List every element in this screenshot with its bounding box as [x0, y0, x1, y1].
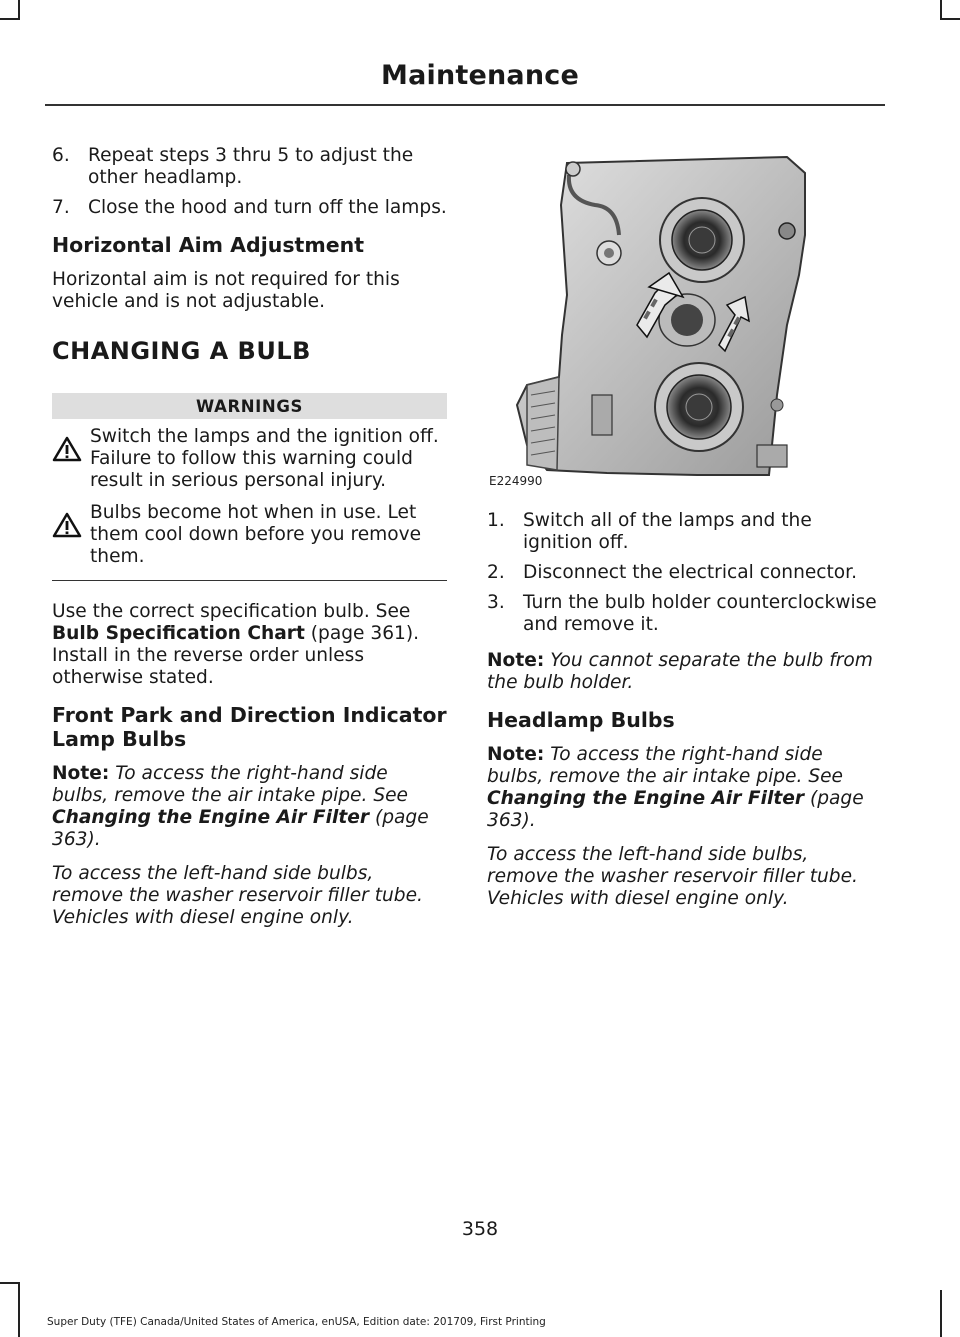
- page-title: Maintenance: [381, 60, 579, 91]
- note-text: To access the left-hand side bulbs, remove the washer reservoir filler tube. Vehicles with diesel engine only.: [487, 844, 858, 909]
- step-text: Turn the bulb holder counterclockwise and remove it.: [523, 592, 877, 635]
- step-text: Disconnect the electrical connector.: [523, 562, 858, 583]
- horizontal-aim-heading: Horizontal Aim Adjustment: [52, 233, 364, 257]
- note-label: Note:: [487, 744, 545, 765]
- page-reference: (page 361).: [310, 623, 420, 644]
- crop-mark: [940, 0, 942, 20]
- warning-triangle-icon: [52, 502, 90, 568]
- crop-mark: [940, 1290, 942, 1337]
- footer-text: Super Duty (TFE) Canada/United States of America, enUSA, Edition date: 201709, First Printing: [47, 1316, 546, 1328]
- step-text: Switch all of the lamps and the ignition off.: [523, 510, 812, 553]
- step-text: Close the hood and turn off the lamps.: [88, 197, 447, 218]
- left-column: [52, 145, 447, 941]
- bulb-chart-link[interactable]: Bulb Specification Chart: [52, 623, 305, 644]
- horizontal-aim-text: Horizontal aim is not required for this vehicle and is not adjustable.: [52, 269, 400, 312]
- note-label: Note:: [487, 650, 545, 671]
- warnings-banner: WARNINGS: [52, 393, 447, 419]
- note-extra-paragraph: [487, 844, 882, 910]
- note-text: You cannot separate the bulb from the bulb holder.: [487, 650, 873, 693]
- list-item: [487, 510, 882, 554]
- spec-text: Install in the reverse order unless otherwise stated.: [52, 645, 365, 688]
- headlamp-bulbs-heading: Headlamp Bulbs: [487, 708, 675, 732]
- warning-item: [52, 426, 447, 492]
- page-reference: (page 363).: [52, 807, 429, 850]
- warning-text: Bulbs become hot when in use. Let them cool down before you remove them.: [90, 502, 422, 567]
- note-extra-paragraph: [52, 863, 447, 929]
- step-list: [487, 510, 882, 636]
- note-paragraph: [52, 763, 447, 851]
- warning-item: [52, 502, 447, 568]
- step-text: Repeat steps 3 thru 5 to adjust the other headlamp.: [88, 145, 414, 188]
- step-number: 1.: [487, 510, 505, 531]
- right-column: [487, 145, 882, 922]
- spec-text: Use the correct specification bulb. See: [52, 601, 411, 622]
- front-park-heading: Front Park and Direction Indicator Lamp Bulbs: [52, 703, 447, 751]
- list-item: [52, 197, 447, 219]
- header-divider: [45, 104, 885, 106]
- figure-code: E224990: [489, 474, 543, 488]
- crop-mark: [18, 0, 20, 20]
- crop-mark: [18, 1282, 20, 1337]
- step-number: 3.: [487, 592, 505, 613]
- note-paragraph: [487, 744, 882, 832]
- crop-mark: [940, 18, 960, 20]
- headlamp-diagram: [487, 145, 882, 490]
- list-item: [487, 562, 882, 584]
- spec-paragraph: [52, 601, 447, 689]
- warning-text: Switch the lamps and the ignition off. Failure to follow this warning could result in serious personal injury.: [90, 426, 439, 491]
- page-number: 358: [461, 1218, 499, 1240]
- air-filter-link[interactable]: Changing the Engine Air Filter: [52, 807, 370, 828]
- step-number: 6.: [52, 145, 70, 166]
- note-text: To access the right-hand side bulbs, remove the air intake pipe. See: [52, 763, 408, 806]
- list-item: [487, 592, 882, 636]
- note-text: To access the left-hand side bulbs, remove the washer reservoir filler tube. Vehicles with diesel engine only.: [52, 863, 423, 928]
- warning-triangle-icon: [52, 426, 90, 492]
- air-filter-link[interactable]: Changing the Engine Air Filter: [487, 788, 805, 809]
- warnings-divider: [52, 580, 447, 581]
- crop-mark: [0, 1282, 20, 1284]
- list-item: [52, 145, 447, 189]
- crop-mark: [0, 18, 20, 20]
- section-heading: CHANGING A BULB: [52, 337, 311, 365]
- note-label: Note:: [52, 763, 110, 784]
- note-text: To access the right-hand side bulbs, remove the air intake pipe. See: [487, 744, 843, 787]
- step-number: 7.: [52, 197, 70, 218]
- step-list: [52, 145, 447, 219]
- step-number: 2.: [487, 562, 505, 583]
- note-paragraph: [487, 650, 882, 694]
- page-reference: (page 363).: [487, 788, 864, 831]
